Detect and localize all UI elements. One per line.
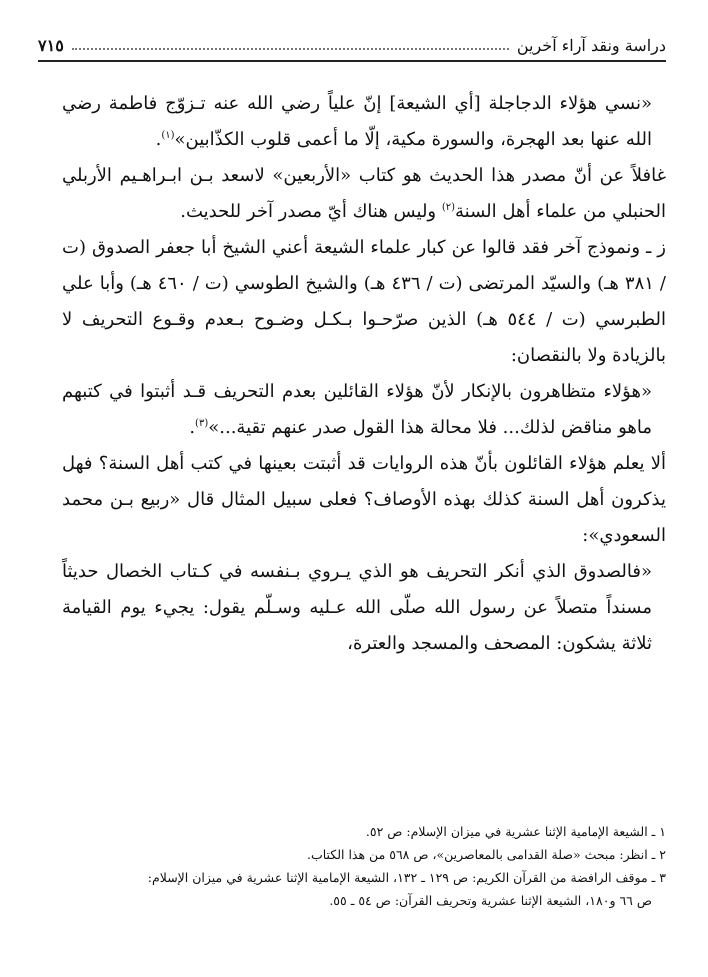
paragraph-3: ز ـ ونموذج آخر فقد قالوا عن كبار علماء الشيعة أعني الشيخ أبا جعفر الصدوق (ت / ٣٨١ هـ) والسيّد المرتضى (ت / ٤٣٦ هـ) والشيخ الطوسي (ت / ٤٦٠ هـ) وأبا علي الطبرسي (ت / ٥٤٤ هـ) الذين صرّحـوا بـكـل وضـوح بـعدم وقـوع التحريف لا بالزيادة ولا بالنقصان: [62,237,666,366]
footnote-ref-1[interactable]: (١) [161,130,175,141]
header-title: دراسة ونقد آراء آخرين [516,36,666,55]
footnotes [50,820,666,912]
page-number: ٧١٥ [38,36,64,55]
paragraph-2-text-b: وليس هناك أيّ مصدر آخر للحديث. [180,201,442,222]
running-header [38,26,666,62]
quote-paragraph-6: «فالصدوق الذي أنكر التحريف هو الذي يـروي بـنفسه في كـتاب الخصال حديثاً مسنداً متصلاً عن رسول الله صلّى الله عـليه وسـلّم يقول: يجيء يوم القيامة ثلاثة يشكون: المصحف والمسجد والعترة، [62,561,652,654]
footnote-2: ٢ ـ انظر: مبحث «صلة القدامى بالمعاصرين»، ص ٥٦٨ من هذا الكتاب. [306,847,666,862]
footnote-3-continuation: ص ٦٦ و١٨٠، الشيعة الإثنا عشرية وتحريف القرآن: ص ٥٤ ـ ٥٥. [329,893,652,908]
footnote-ref-3[interactable]: (٣) [195,418,209,429]
footnote-1: ١ ـ الشيعة الإمامية الإثنا عشرية في ميزان الإسلام: ص ٥٢. [365,824,666,839]
quote-end-4: . [189,417,196,438]
quote-text-4: «هؤلاء متظاهرون بالإنكار لأنّ هؤلاء القائلين بعدم التحريف قـد أثبتوا في كتبهم ماهو مناقض لذلك... فلا محالة هذا القول صدر عنهم تقية...» [62,381,652,438]
footnote-ref-2[interactable]: (٢) [441,202,456,213]
quote-paragraph-4 [62,374,666,446]
quote-text-1: «نسي هؤلاء الدجاجلة [أي الشيعة] إنّ علياً رضي الله عنه تـزوّج فاطمة رضي الله عنها بعد الهجرة، والسورة مكية، إلّا ما أعمى قلوب الكذّابين» [62,93,652,150]
paragraph-2 [62,158,666,230]
paragraph-2-text-a: غافلاً عن أنّ مصدر هذا الحديث هو كتاب «الأربعين» لاسعد بـن ابـراهـيم الأربلي الحنبلي من علماء أهل السنة [62,165,666,222]
main-text [62,86,666,662]
header-dotted-leader [72,48,509,50]
quote-end-1: . [155,129,162,150]
footnote-3: ٣ ـ موقف الرافضة من القرآن الكريم: ص ١٢٩ ـ ١٣٢، الشيعة الإمامية الإثنا عشرية في ميزان الإسلام: [147,870,666,885]
quote-paragraph-1 [62,86,666,158]
paragraph-5: ألا يعلم هؤلاء القائلون بأنّ هذه الروايات قد أثبتت بعينها في كتب أهل السنة؟ فهل يذكرون أهل السنة كذلك بهذه الأوصاف؟ فعلى سبيل المثال قال «ربيع بـن محمد السعودي»: [62,453,666,546]
